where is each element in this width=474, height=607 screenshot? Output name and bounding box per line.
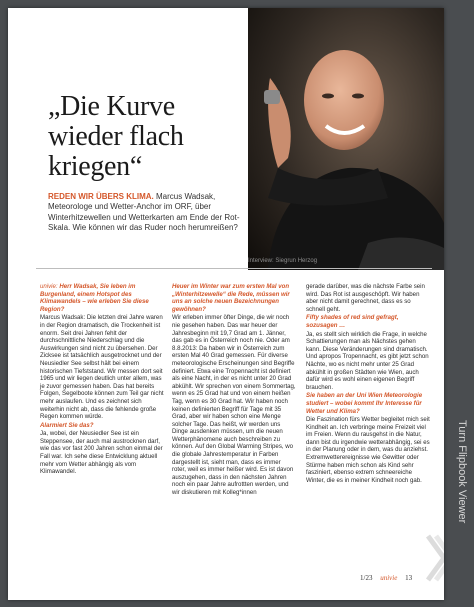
divider: [36, 268, 432, 269]
headline-line-2: wieder flach: [48, 121, 184, 152]
answer-1: Marcus Wadsak: Die letzten drei Jahre waren in der Region dramatisch, die Trockenheit ist enorm. Seit drei Jahren fehlt der durchschnittliche Niederschlag und die Auswirkungen sind nicht zu übersehen. Der Zicksee ist tatsächlich ausgetrocknet und der Neusiedler See selbst hält bei einem historischen Tiefststand. Wir messen dort seit 1965 und wir liegen deutlich unter allem, was je zuvor gemessen haben. Das hat bereits Folgen, Segelboote können zum Teil gar nicht mehr auslaufen. Und es zeichnet sich weiterhin nicht ab, dass die fehlende große Regen kommen würde.: [40, 314, 164, 421]
source-label: univie:: [40, 283, 58, 290]
page-number: 13: [405, 574, 413, 582]
question-5: Sie haben an der Uni Wien Meteorologie studiert – wobei kommt Ihr Interesse für Wetter und Klima?: [306, 392, 423, 415]
question-4: Fifty shades of red sind gefragt, sozusagen …: [306, 314, 399, 329]
answer-5: Die Faszination fürs Wetter begleitet mich seit Kindheit an. Ich verbringe meine Freizeit viel im Freien. Wenn du rausgehst in die Natur, dann bist du irgendwie wetterabhängig, sei es in der Planung oder in dem, was du anziehst. Extremwetterereignisse wie Gewitter oder Stürme haben mich schon als Kind sehr fasziniert, ebenso extrem schneereiche Winter, die es in meiner Kindheit noch gab.: [306, 416, 430, 484]
issue-number: 1/23: [360, 574, 373, 582]
interview-credit: Interview: Siegrun Herzog: [248, 258, 318, 264]
answer-4: Ja, es stellt sich wirklich die Frage, in welche Schattierungen man als Nächstes gehen kann. Diese Veränderungen sind dramatisch. Und apropos Tropennacht, es gibt jetzt schon Nächte, wo es nicht mehr unter 25 Grad abkühlt in großen Städten wie Wien, auch dafür wird es wohl einen eigenen Begriff brauchen.: [306, 330, 429, 391]
question-2: Alarmiert Sie das?: [40, 421, 94, 429]
answer-2: Ja, wobei, der Neusiedler See ist ein Steppensee, der auch mal austrocknen darf, wie das vor fast 200 Jahren schon einmal der Fall war. Ich sehe diese Entwicklung aktuell mehr vom Wetter abhängig als vom Klimawandel.: [40, 430, 163, 476]
brand-logo: univie: [380, 574, 398, 582]
text-column-1: [40, 283, 164, 477]
viewer-watermark: Turn Flipbook Viewer: [456, 420, 468, 524]
headline-line-1: „Die Kurve: [48, 91, 175, 122]
portrait-photo: [248, 8, 444, 270]
answer-3: Wir erleben immer öfter Dinge, die wir noch nie gesehen haben. Das war heuer der Jahresbeginn mit 19,7 Grad am 1. Jänner, das gab es in Österreich noch nie. Oder am 8.8.2013: Da haben wir in Österreich zum ersten Mal 40 Grad gemessen. Für diverse meteorologische Erscheinungen sind Begriffe definiert. Etwa eine Tropennacht ist definiert als eine Nacht, in der es nicht unter 20 Grad abkühlt. Wir sprechen von einem Sommertag, wenn es 25 Grad hat und von einem heißen Tag, wenn es 30 Grad hat. Wir haben noch keinen definierten Begriff für Tage mit 35 Grad, aber wir haben schon eine Menge solcher Tage. Das heißt, wir werden uns Dinge ausdenken müssen, um die neuen Wetterphänomene auch beschreiben zu können. Auf den Global Warming Stripes, wo die globale Jahrestemperatur in Farben dargestellt ist, sieht man, dass es immer roter, weil es immer heißer wird. Es ist davon auszugehen, dass in den nächsten Jahren noch ein paar Jahre aufrottten werden, und wir diskutieren mit Kolleg*innen: [172, 314, 296, 497]
text-column-3: [306, 283, 430, 485]
article-headline: [48, 92, 248, 182]
lead-paragraph: [48, 192, 244, 233]
next-page-chevron-icon[interactable]: [424, 528, 444, 588]
text-column-2: [172, 283, 296, 498]
question-1: univie: Herr Wadsak, Sie leben im Burgenland, einem Hotspot des Klimawandels – wie erleben Sie diese Region?: [40, 283, 149, 313]
lead-kicker: REDEN WIR ÜBERS KLIMA.: [48, 192, 154, 201]
lead-text: Marcus Wadsak, Meteorologe und Wetter-Anchor im ORF, über Winterhitzewellen und Wetterkarten am Ende der Rot-Skala. Wie können wir das Ruder noch herumreißen?: [48, 192, 240, 232]
headline-line-3: kriegen“: [48, 151, 142, 182]
question-3: Heuer im Winter war zum ersten Mal von „Winterhitzewelle“ die Rede, müssen wir uns an solche neuen Bezeichnungen gewöhnen?: [172, 283, 290, 313]
answer-3-continued: gerade darüber, was die nächste Farbe sein wird. Das Rot ist ausgeschöpft. Wir haben aber nicht damit gerechnet, dass es so schnell geht.: [306, 283, 425, 313]
magazine-page: [8, 8, 444, 600]
